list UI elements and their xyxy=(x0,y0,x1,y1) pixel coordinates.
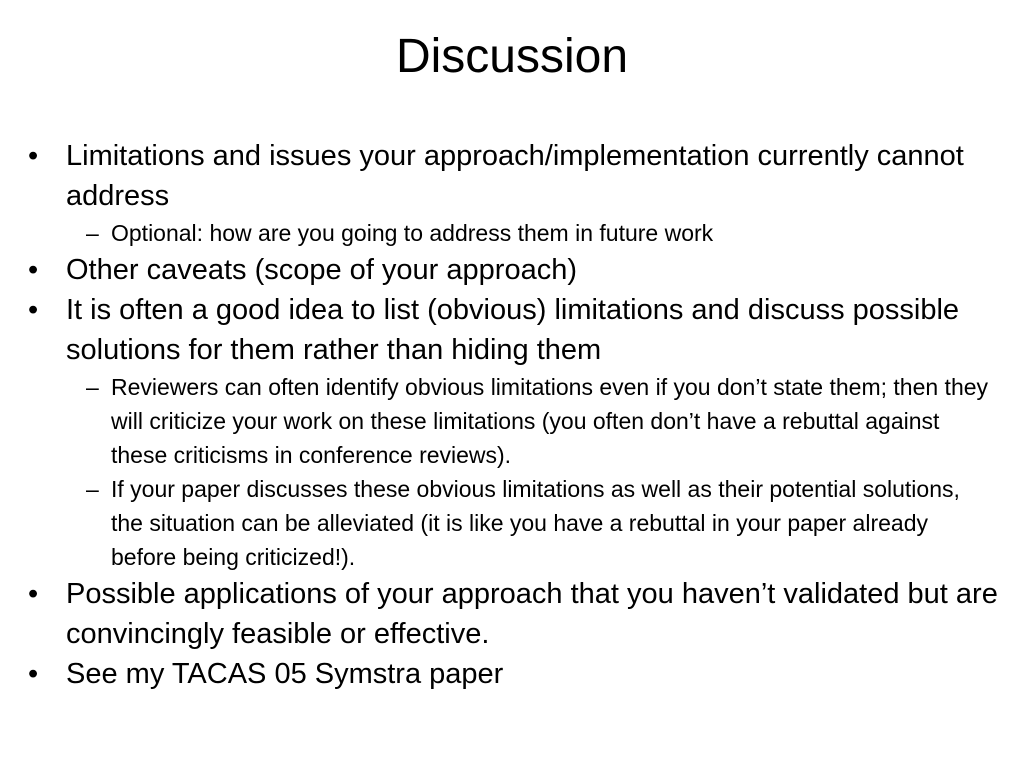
sub-bullet-text: Optional: how are you going to address them in future work xyxy=(111,220,714,246)
bullet-item xyxy=(28,250,998,290)
bullet-marker: • xyxy=(28,658,39,690)
bullet-text: Possible applications of your approach that you haven’t validated but are convincingly feasible or effective. xyxy=(66,578,998,650)
bullet-text: See my TACAS 05 Symstra paper xyxy=(66,658,504,690)
sub-bullet-marker: – xyxy=(86,476,99,502)
bullet-list xyxy=(28,136,998,694)
bullet-item xyxy=(28,574,998,654)
sub-bullet-item xyxy=(28,472,998,574)
sub-bullet-item xyxy=(28,370,998,472)
bullet-marker: • xyxy=(28,254,39,286)
bullet-marker: • xyxy=(28,578,39,610)
sub-bullet-item xyxy=(28,216,998,250)
sub-bullet-text: Reviewers can often identify obvious limitations even if you don’t state them; then they will criticize your work on these limitations (you often don’t have a rebuttal against these criticisms in conference reviews). xyxy=(111,374,989,468)
bullet-text: Limitations and issues your approach/implementation currently cannot address xyxy=(66,140,964,212)
bullet-marker: • xyxy=(28,140,39,172)
bullet-item xyxy=(28,290,998,370)
slide-title: Discussion xyxy=(395,30,629,83)
sub-bullet-marker: – xyxy=(86,220,99,246)
sub-bullet-marker: – xyxy=(86,374,99,400)
sub-bullet-text: If your paper discusses these obvious limitations as well as their potential solutions, the situation can be alleviated (it is like you have a rebuttal in your paper already before being criticized!). xyxy=(111,476,960,570)
bullet-item xyxy=(28,136,998,216)
bullet-text: Other caveats (scope of your approach) xyxy=(66,254,577,286)
bullet-marker: • xyxy=(28,294,39,326)
bullet-text: It is often a good idea to list (obvious) limitations and discuss possible solutions for them rather than hiding them xyxy=(66,294,960,366)
bullet-item xyxy=(28,654,998,694)
